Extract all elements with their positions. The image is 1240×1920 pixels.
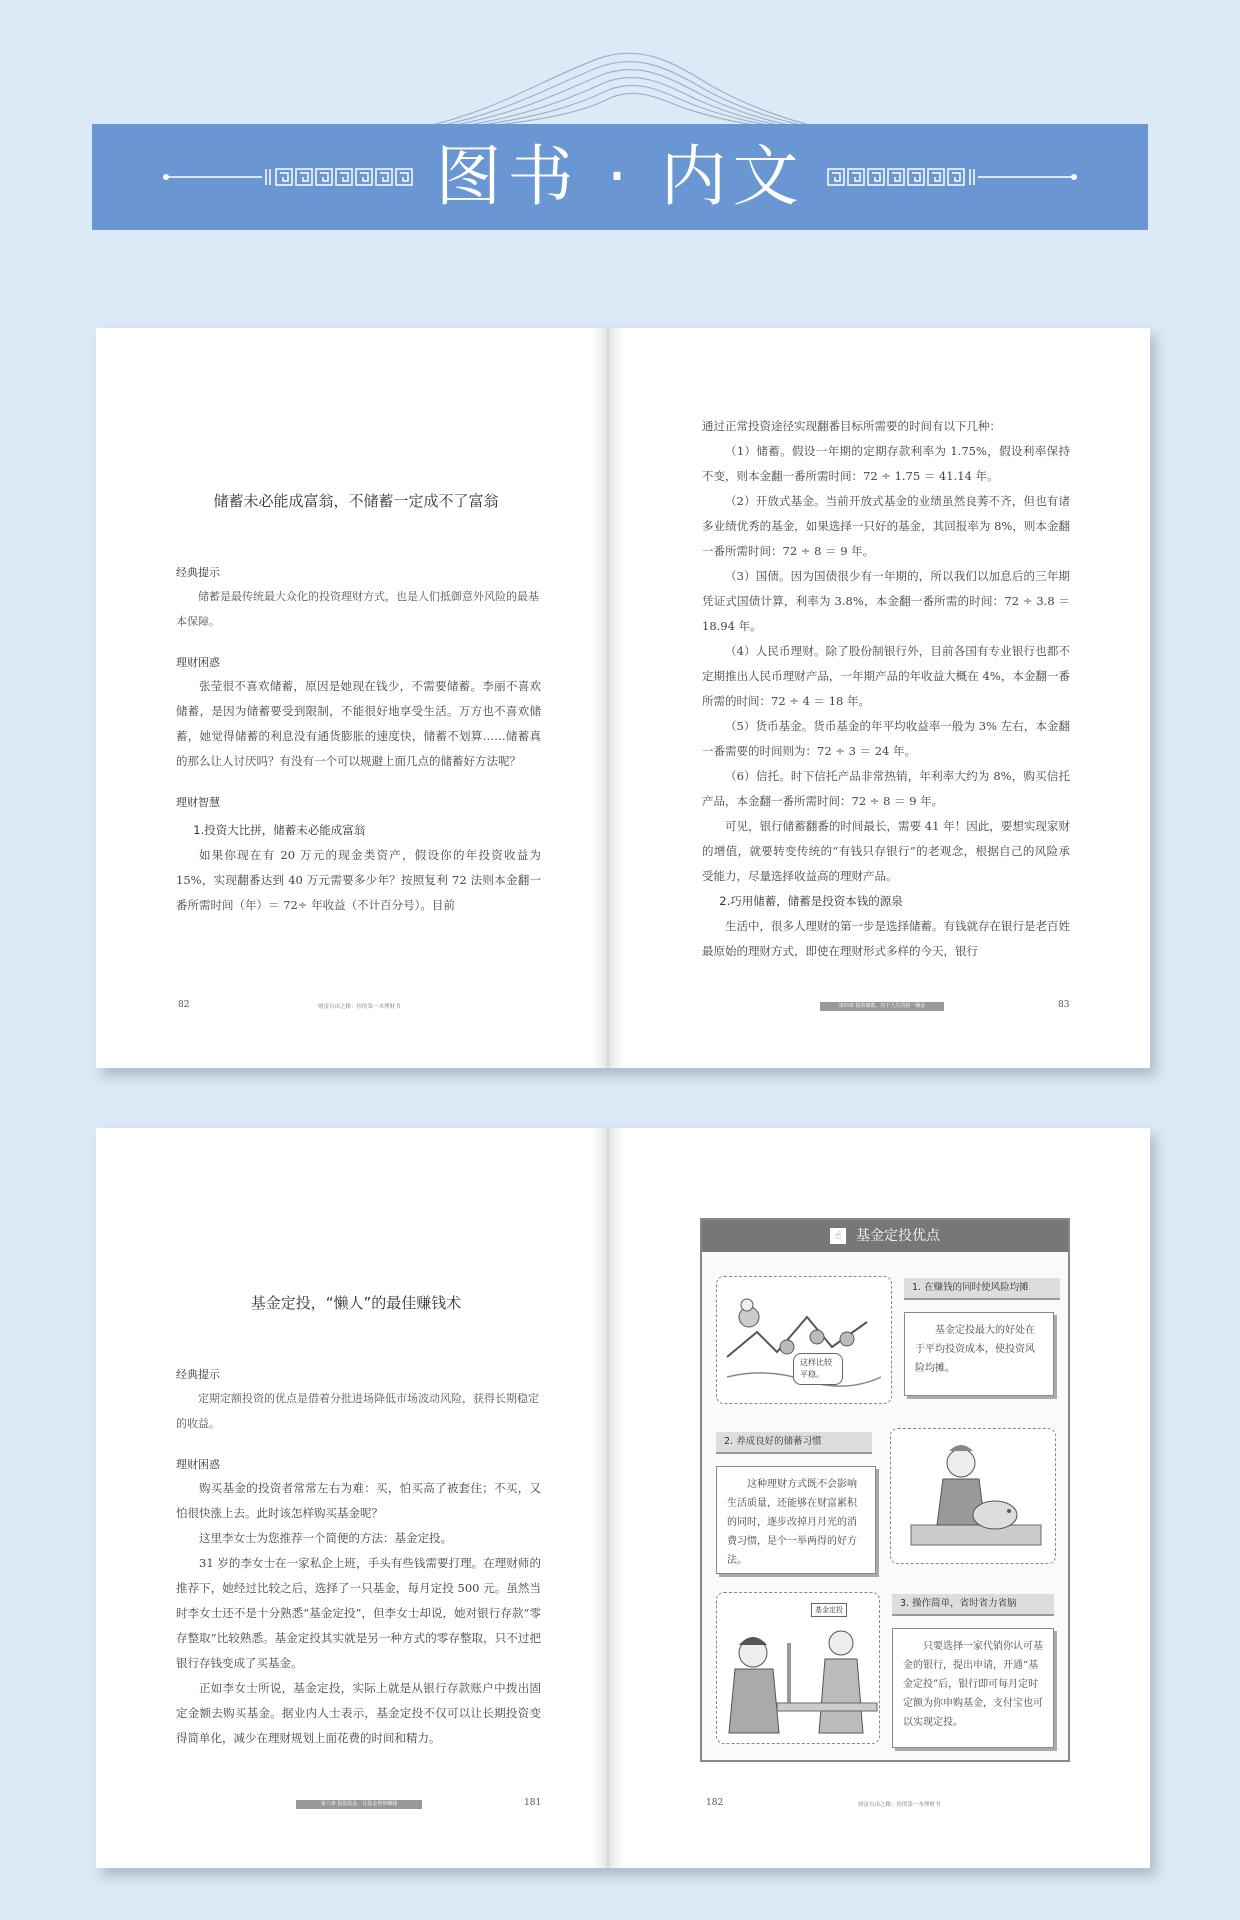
section-label-puzzle: 理财困惑 bbox=[176, 656, 220, 669]
section-label-tip: 经典提示 bbox=[176, 566, 220, 579]
illustration-frame bbox=[890, 1428, 1056, 1564]
article-title: 基金定投，“懒人”的最佳赚钱术 bbox=[250, 1294, 462, 1312]
page-number: 182 bbox=[706, 1798, 724, 1808]
benefit-note-1: 基金定投最大的好处在于平均投资成本，使投资风险均摊。 bbox=[904, 1312, 1054, 1396]
body-text: 如果你现在有 20 万元的现金类资产，假设你的年投资收益为 15%，实现翻番达到 40 万元需要多少年？按照复利 72 法则本金翻一番所需时间（年）＝ 72÷ 年收益（不计百分号）。目前 bbox=[176, 848, 541, 912]
body-text: 生活中，很多人理财的第一步是选择储蓄。有钱就存在银行是老百姓最原始的理财方式，即使在理财形式多样的今天，银行 bbox=[702, 919, 1070, 958]
hand-pointer-icon: ☝ bbox=[830, 1228, 846, 1244]
body-text: 购买基金的投资者常常左右为难：买，怕买高了被套住；不买，又怕很快涨上去。此时该怎样购买基金呢？ bbox=[176, 1481, 541, 1520]
fund-benefits-infographic bbox=[700, 1218, 1070, 1762]
page-number: 181 bbox=[524, 1798, 542, 1808]
running-footer: 财富自由之路：你的第一本理财书 bbox=[318, 1004, 401, 1010]
section-label-wisdom: 理财智慧 bbox=[176, 796, 220, 809]
tip-text: 定期定额投资的优点是借着分批进场降低市场波动风险，获得长期稳定的收益。 bbox=[176, 1392, 539, 1430]
body-text: 这里李女士为您推荐一个简便的方法：基金定投。 bbox=[199, 1531, 452, 1545]
illustration-frame bbox=[716, 1276, 892, 1404]
page-number: 83 bbox=[1058, 1000, 1070, 1010]
body-text: 31 岁的李女士在一家私企上班，手头有些钱需要打理。在理财师的推荐下，她经过比较之后，选择了一只基金，每月定投 500 元。虽然当时李女士还不是十分熟悉“基金定投”，但李女士却说，她对银行存款“零存整取”比较熟悉。基金定投其实就是另一种方式的零存整取，只不过把银行存钱变成了买基金。 bbox=[176, 1556, 541, 1670]
section-label-tip: 经典提示 bbox=[176, 1368, 220, 1381]
benefit-tag-2: 2. 养成良好的储蓄习惯 bbox=[716, 1432, 872, 1454]
puzzle-text: 张莹很不喜欢储蓄，原因是她现在钱少，不需要储蓄。李丽不喜欢储蓄，是因为储蓄要受到限制，不能很好地享受生活。万方也不喜欢储蓄，她觉得储蓄的利息没有通货膨胀的速度快，储蓄不划算……储蓄真的那么让人讨厌吗？有没有一个可以规避上面几点的储蓄好方法呢？ bbox=[176, 679, 541, 768]
left-page-body bbox=[176, 1366, 541, 1751]
book-gutter bbox=[593, 328, 623, 1068]
page-number: 82 bbox=[178, 1000, 190, 1010]
benefit-note-3: 只要选择一家代销你认可基金的银行，提出申请，开通“基金定投”后，银行即可每月定时定额为你申购基金，支付宝也可以实现定投。 bbox=[892, 1628, 1054, 1748]
subhead: 1.投资大比拼，储蓄未必能成富翁 bbox=[193, 823, 366, 837]
running-footer: 财富自由之路：你的第一本理财书 bbox=[858, 1802, 941, 1808]
right-page-body bbox=[702, 414, 1070, 964]
speech-bubble: 这样比较平稳。 bbox=[793, 1353, 843, 1385]
list-item: （2）开放式基金。当前开放式基金的业绩虽然良莠不齐，但也有诸多业绩优秀的基金，如果选择一只好的基金，其回报率为 8%，则本金翻一番所需时间：72 ÷ 8 ＝ 9 年。 bbox=[702, 494, 1070, 558]
illustration-frame bbox=[716, 1592, 880, 1744]
conclusion-text: 可见，银行储蓄翻番的时间最长，需要 41 年！因此，要想实现家财的增值，就要转变传统的“有钱只存银行”的老观念，根据自己的风险承受能力，尽量选择收益高的理财产品。 bbox=[702, 819, 1070, 883]
list-item: （3）国债。因为国债很少有一年期的，所以我们以加息后的三年期凭证式国债计算，利率为 3.8%，本金翻一番所需的时间：72 ÷ 3.8 ＝ 18.94 年。 bbox=[702, 569, 1070, 633]
benefit-note-2: 这种理财方式既不会影响生活质量，还能够在财富累积的同时，逐步改掉月月光的消费习惯，是个一举两得的好方法。 bbox=[716, 1466, 876, 1574]
book-gutter bbox=[593, 1128, 623, 1868]
banner-title: 图书 · 内文 bbox=[435, 138, 805, 215]
article-title: 储蓄未必能成富翁，不储蓄一定成不了富翁 bbox=[213, 492, 499, 510]
benefit-tag-3: 3. 操作简单，省时省力省脑 bbox=[892, 1594, 1054, 1616]
body-text: 通过正常投资途径实现翻番目标所需要的时间有以下几种： bbox=[702, 419, 1001, 433]
title-banner bbox=[92, 124, 1148, 230]
list-item: （4）人民币理财。除了股份制银行外，目前各国有专业银行也都不定期推出人民币理财产品，一年期产品的年收益大概在 4%，本金翻一番所需的时间：72 ÷ 4 ＝ 18 年。 bbox=[702, 644, 1070, 708]
subhead: 2.巧用储蓄，储蓄是投资本钱的源泉 bbox=[719, 894, 903, 908]
infographic-header bbox=[702, 1220, 1068, 1252]
left-page-body bbox=[176, 564, 541, 918]
section-label-puzzle: 理财困惑 bbox=[176, 1458, 220, 1471]
list-item: （5）货币基金。货币基金的年平均收益率一般为 3% 左右，本金翻一番需要的时间则为：72 ÷ 3 ＝ 24 年。 bbox=[702, 719, 1070, 758]
list-item: （6）信托。时下信托产品非常热销，年利率大约为 8%，购买信托产品，本金翻一番所需时间：72 ÷ 8 ＝ 9 年。 bbox=[702, 769, 1070, 808]
right-ornament-line bbox=[818, 164, 1078, 190]
mountain-ornament bbox=[420, 40, 820, 130]
running-footer: 第四章 投资储蓄，对于人生的第一桶金 bbox=[820, 1002, 944, 1011]
tip-text: 储蓄是最传统最大众化的投资理财方式，也是人们抵御意外风险的最基本保障。 bbox=[176, 590, 539, 628]
body-text: 正如李女士所说，基金定投，实际上就是从银行存款账户中拨出固定金额去购买基金。据业内人士表示，基金定投不仅可以让长期投资变得简单化，减少在理财规划上面花费的时间和精力。 bbox=[176, 1681, 541, 1745]
list-item: （1）储蓄。假设一年期的定期存款利率为 1.75%，假设利率保持不变，则本金翻一番所需时间：72 ÷ 1.75 ＝ 41.14 年。 bbox=[702, 444, 1070, 483]
bank-counter-illustration bbox=[717, 1593, 879, 1743]
bank-sign: 基金定投 bbox=[811, 1603, 847, 1617]
infographic-title: 基金定投优点 bbox=[856, 1228, 940, 1244]
piggy-bank-illustration bbox=[891, 1429, 1055, 1563]
running-footer: 第八章 投资基金，让基金帮你赚钱 bbox=[296, 1800, 422, 1809]
benefit-tag-1: 1. 在赚钱的同时使风险均摊 bbox=[904, 1278, 1060, 1300]
